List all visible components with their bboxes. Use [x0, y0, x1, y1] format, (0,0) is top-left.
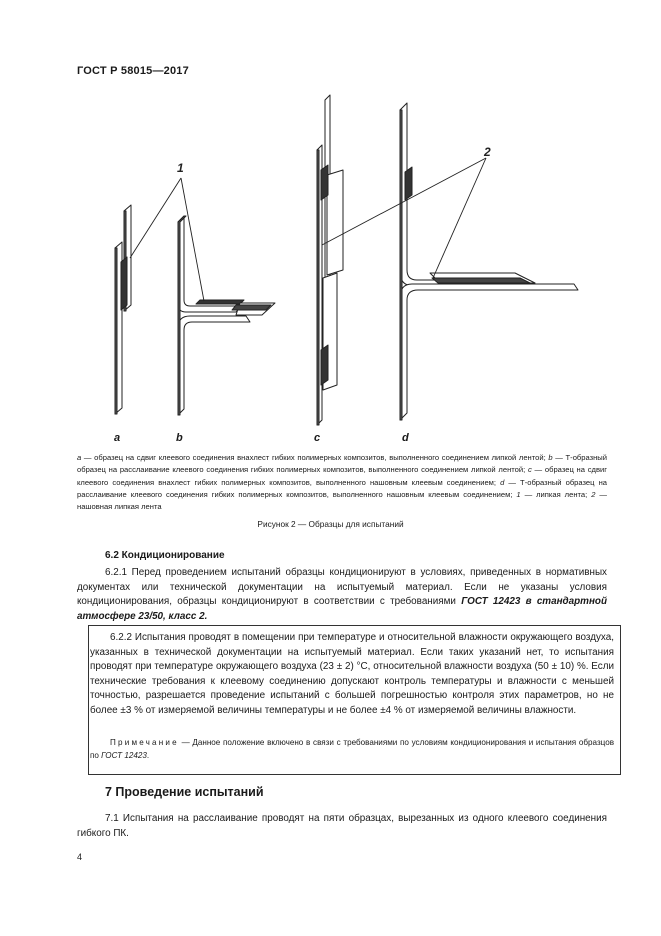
callout-1: 1 — [177, 161, 184, 175]
specimen-a — [115, 205, 131, 414]
paragraph-6-2-2: 6.2.2 Испытания проводят в помещении при температуре и относительной влажности окружающего воздуха, указанных в технической документации на испытуемый материал. Если таких указаний нет, то испытания проводят при температуре окружающего воздуха (23 ± 2) °С, относительной влажности воздуха (50 ± 10) %. Если технические требования к клеевому соединению допускают контроль температуры и влажности с меньшей точностью, разрешается проведение испытаний с большей погрешностью контроля этих параметров, но не более ±3 % от измеряемой величины температуры и не более ±4 % от измеряемой величины влажности. — [90, 632, 614, 716]
section-heading-6-2: 6.2 Кондиционирование — [105, 550, 225, 561]
paragraph-7-1: 7.1 Испытания на расслаивание проводят на пяти образцах, вырезанных из одного клеевого соединения гибкого ПК. — [77, 813, 607, 839]
specimen-b — [178, 216, 275, 415]
section-heading-7: 7 Проведение испытаний — [105, 785, 264, 799]
specimen-figure — [0, 0, 661, 460]
figure-title: Рисунок 2 — Образцы для испытаний — [257, 519, 404, 529]
page-number: 4 — [77, 852, 83, 862]
label-a: a — [114, 432, 121, 444]
figure-caption: a — образец на сдвиг клеевого соединения внахлест гибких полимерных композитов, выполненного соединением липкой лентой; b — Т-образный образец на расслаивание клеевого соединения гибких полимерных композитов, выполненного соединением липкой лентой; c — образец на сдвиг клеевого соединения внахлест гибких полимерных композитов, выполненного нашовным клеевым соединением; d — Т-образный образец на расслаивание клеевого соединения гибких полимерных композитов, выполненного нашовным клеевым соединением; 1 — липкая лента; 2 — нашовная липкая лента — [77, 453, 607, 512]
label-d: d — [402, 432, 409, 444]
paragraph-6-2-1: 6.2.1 Перед проведением испытаний образцы кондиционируют в условиях, приведенных в нормативных документах или технической документации на испытуемый материал. Если не указаны условия кондиционирования, образцы кондиционируют в соответствии с требованиями ГОСТ 12423 в стандартной атмосфере 23/50, класс 2. — [77, 567, 607, 622]
label-c: c — [314, 432, 321, 444]
specimen-c — [317, 95, 343, 425]
note: Примечание — Данное положение включено в связи с требованиями по условиям кондиционирования и испытания образцов по ГОСТ 12423. — [90, 738, 614, 760]
label-b: b — [176, 432, 183, 444]
document-header: ГОСТ Р 58015—2017 — [77, 65, 189, 77]
callout-2: 2 — [484, 145, 491, 159]
